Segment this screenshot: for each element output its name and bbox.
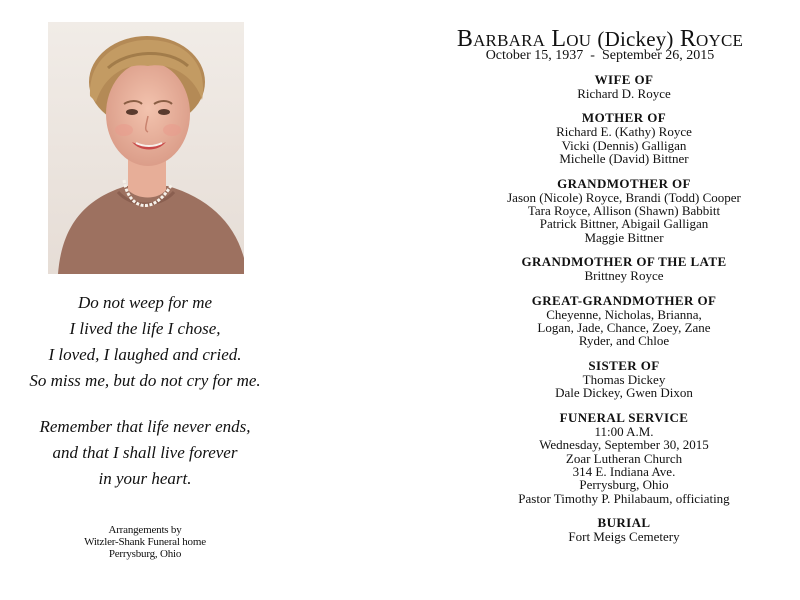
section-heading: GREAT-GRANDMOTHER OF bbox=[531, 292, 717, 308]
section-entry: Ryder, and Chloe bbox=[578, 333, 670, 349]
section-entry: Logan, Jade, Chance, Zoey, Zane bbox=[537, 320, 711, 336]
section-entry: Tara Royce, Allison (Shawn) Babbitt bbox=[527, 203, 721, 219]
section-entry: Zoar Lutheran Church bbox=[565, 450, 683, 466]
poem bbox=[0, 290, 290, 492]
obituary-section bbox=[400, 411, 800, 505]
arrangements-line: Witzler-Shank Funeral home bbox=[84, 536, 206, 548]
obituary-section bbox=[400, 359, 800, 400]
poem-line: So miss me, but do not cry for me. bbox=[29, 371, 261, 390]
poem-line: I loved, I laughed and cried. bbox=[48, 345, 242, 364]
section-entry: 314 E. Indiana Ave. bbox=[572, 463, 676, 479]
right-panel bbox=[400, 0, 800, 600]
poem-line: I lived the life I chose, bbox=[69, 319, 221, 338]
name-last-initial: R bbox=[679, 26, 697, 52]
obituary-section bbox=[400, 516, 800, 543]
obituary-sections bbox=[400, 73, 800, 555]
poem-line: and that I shall live forever bbox=[52, 443, 238, 462]
section-heading: SISTER OF bbox=[588, 357, 660, 373]
obituary-section bbox=[400, 111, 800, 165]
poem-line: in your heart. bbox=[98, 469, 192, 488]
section-heading: MOTHER OF bbox=[581, 110, 667, 126]
name-first-initial: B bbox=[456, 26, 474, 52]
section-entry: Maggie Bittner bbox=[584, 229, 664, 245]
section-heading: GRANDMOTHER OF THE LATE bbox=[521, 254, 727, 270]
section-entry: Dale Dickey, Gwen Dixon bbox=[555, 385, 693, 401]
section-entry: Brittney Royce bbox=[584, 268, 664, 284]
section-entry: Michelle (David) Bittner bbox=[559, 151, 689, 167]
section-entry: Cheyenne, Nicholas, Brianna, bbox=[546, 306, 702, 322]
portrait-photo-icon bbox=[48, 22, 244, 274]
section-heading: BURIAL bbox=[597, 515, 651, 531]
section-entry: Richard D. Royce bbox=[577, 86, 671, 101]
arrangements-line: Arrangements by bbox=[108, 524, 182, 536]
section-entry: 11:00 A.M. bbox=[594, 423, 654, 439]
section-heading: FUNERAL SERVICE bbox=[559, 409, 689, 425]
section-heading: GRANDMOTHER OF bbox=[557, 175, 691, 191]
section-entry: Richard E. (Kathy) Royce bbox=[556, 124, 692, 140]
name-middle-rest: OU bbox=[566, 31, 592, 50]
obituary-section bbox=[400, 255, 800, 282]
name-first-rest: ARBARA bbox=[473, 31, 546, 50]
section-entry: Patrick Bittner, Abigail Galligan bbox=[539, 216, 709, 232]
obituary-section bbox=[400, 73, 800, 100]
funeral-home-credit bbox=[40, 524, 250, 560]
poem-line: Remember that life never ends, bbox=[39, 417, 251, 436]
obituary-section bbox=[400, 177, 800, 245]
portrait-photo bbox=[48, 22, 244, 274]
poem-line: Do not weep for me bbox=[77, 293, 213, 312]
section-entry: Vicki (Dennis) Galligan bbox=[561, 137, 687, 153]
name-maiden: (Dickey) bbox=[597, 27, 674, 51]
section-entry: Perrysburg, Ohio bbox=[579, 477, 669, 493]
name-last-rest: OYCE bbox=[696, 31, 744, 50]
section-heading: WIFE OF bbox=[594, 72, 654, 87]
section-entry: Fort Meigs Cemetery bbox=[568, 529, 680, 545]
arrangements-line: Perrysburg, Ohio bbox=[108, 548, 182, 560]
section-entry: Wednesday, September 30, 2015 bbox=[539, 437, 709, 453]
obituary-section bbox=[400, 294, 800, 348]
section-entry: Pastor Timothy P. Philabaum, officiating bbox=[518, 490, 730, 506]
name-middle-initial: L bbox=[551, 26, 567, 52]
section-entry: Jason (Nicole) Royce, Brandi (Todd) Cooper bbox=[507, 189, 741, 205]
life-dates: October 15, 1937 - September 26, 2015 bbox=[485, 48, 715, 63]
section-entry: Thomas Dickey bbox=[582, 371, 666, 387]
